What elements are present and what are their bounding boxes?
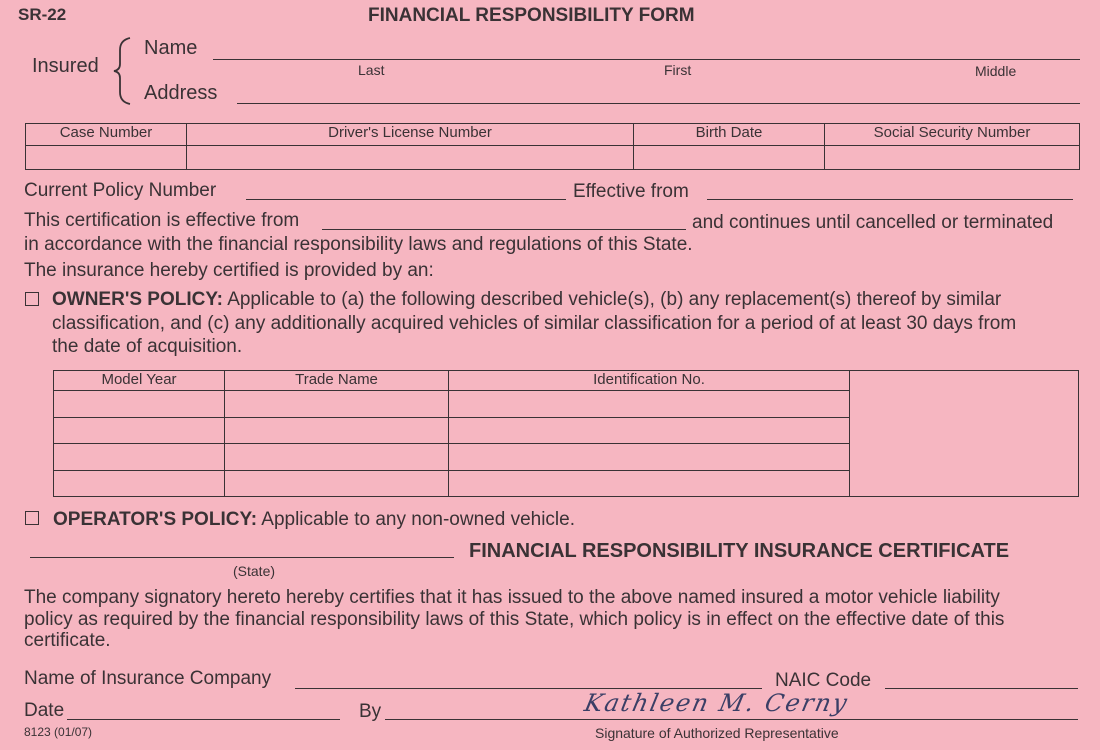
vehicle-row-2-trade-name[interactable] — [225, 417, 449, 443]
date-label: Date — [24, 700, 65, 721]
case-number-field[interactable] — [26, 146, 187, 170]
vehicle-header-identification: Identification No. — [449, 371, 850, 391]
naic-code-field[interactable] — [885, 688, 1078, 689]
form-number: 8123 (01/07) — [24, 725, 93, 739]
certificate-text-line3: certificate. — [24, 630, 111, 651]
vehicle-header-trade-name: Trade Name — [225, 371, 449, 391]
vehicle-header-model-year: Model Year — [54, 371, 225, 391]
date-field[interactable] — [67, 719, 340, 720]
effective-from-label: Effective from — [573, 181, 689, 202]
operator-policy-line — [53, 509, 575, 531]
brace-icon — [112, 36, 134, 106]
cert-line2: in accordance with the financial responsibility laws and regulations of this State. — [24, 234, 693, 255]
vehicle-row-4-identification[interactable] — [449, 470, 850, 496]
owner-policy-checkbox[interactable] — [25, 292, 39, 306]
vehicle-row-3-identification[interactable] — [449, 444, 850, 470]
owner-policy-line3: the date of acquisition. — [52, 336, 243, 357]
vehicle-row-3-model-year[interactable] — [54, 444, 225, 470]
insured-label: Insured — [32, 55, 99, 77]
cert-effective-field[interactable] — [322, 229, 686, 230]
cert-line1-start: This certification is effective from — [24, 210, 300, 231]
form-title: FINANCIAL RESPONSIBILITY FORM — [368, 5, 695, 26]
license-number-field[interactable] — [187, 146, 634, 170]
vehicle-row-1-trade-name[interactable] — [225, 391, 449, 417]
signature-caption: Signature of Authorized Representative — [595, 725, 839, 741]
id-table — [25, 123, 1080, 170]
state-field[interactable] — [30, 557, 454, 558]
company-name-label: Name of Insurance Company — [24, 668, 272, 689]
vehicle-row-2-identification[interactable] — [449, 417, 850, 443]
owner-policy-label: OWNER'S POLICY: — [52, 289, 223, 310]
current-policy-label: Current Policy Number — [24, 180, 217, 201]
ssn-field[interactable] — [825, 146, 1080, 170]
name-field[interactable] — [213, 59, 1080, 60]
vehicle-row-2-model-year[interactable] — [54, 417, 225, 443]
by-label: By — [359, 701, 382, 722]
vehicle-row-4-trade-name[interactable] — [225, 470, 449, 496]
vehicle-row-4-model-year[interactable] — [54, 470, 225, 496]
name-label: Name — [144, 37, 198, 59]
id-header-birth: Birth Date — [634, 124, 825, 146]
cert-line1-end: and continues until cancelled or terminated — [692, 212, 1054, 233]
name-part-first: First — [664, 62, 692, 78]
id-header-ssn: Social Security Number — [825, 124, 1080, 146]
vehicle-row-1-identification[interactable] — [449, 391, 850, 417]
certificate-text-line2: policy as required by the financial responsibility laws of this State, which policy is in effect on the effective date of this — [24, 609, 1005, 630]
id-header-case: Case Number — [26, 124, 187, 146]
vehicle-row-1-model-year[interactable] — [54, 391, 225, 417]
state-label: (State) — [233, 563, 276, 579]
form-code: SR-22 — [18, 5, 67, 24]
handwritten-signature: Kathleen M. Cerny — [582, 689, 852, 717]
signature-field[interactable] — [385, 719, 1078, 720]
certificate-title: FINANCIAL RESPONSIBILITY INSURANCE CERTIFICATE — [469, 540, 1010, 562]
address-field[interactable] — [237, 103, 1080, 104]
owner-policy-line2: classification, and (c) any additionally acquired vehicles of similar classification for a period of at least 30 days from — [52, 313, 1017, 334]
current-policy-field[interactable] — [246, 199, 566, 200]
operator-policy-text: Applicable to any non-owned vehicle. — [261, 509, 575, 530]
operator-policy-label: OPERATOR'S POLICY: — [53, 509, 258, 530]
vehicle-table — [53, 370, 1079, 497]
name-part-last: Last — [358, 62, 385, 78]
name-part-middle: Middle — [975, 63, 1017, 79]
birth-date-field[interactable] — [634, 146, 825, 170]
vehicle-table-blank-area — [850, 371, 1079, 497]
address-label: Address — [144, 82, 218, 104]
provided-by-text: The insurance hereby certified is provided by an: — [24, 260, 434, 281]
operator-policy-checkbox[interactable] — [25, 511, 39, 525]
certificate-text-line1: The company signatory hereto hereby certifies that it has issued to the above named insured a motor vehicle liability — [24, 587, 1000, 608]
naic-code-label: NAIC Code — [775, 670, 872, 691]
owner-policy-text1: Applicable to (a) the following described vehicle(s), (b) any replacement(s) thereof by similar — [227, 289, 1002, 310]
owner-policy-line1 — [52, 289, 1001, 311]
vehicle-row-3-trade-name[interactable] — [225, 444, 449, 470]
effective-from-field[interactable] — [707, 199, 1073, 200]
id-header-license: Driver's License Number — [187, 124, 634, 146]
